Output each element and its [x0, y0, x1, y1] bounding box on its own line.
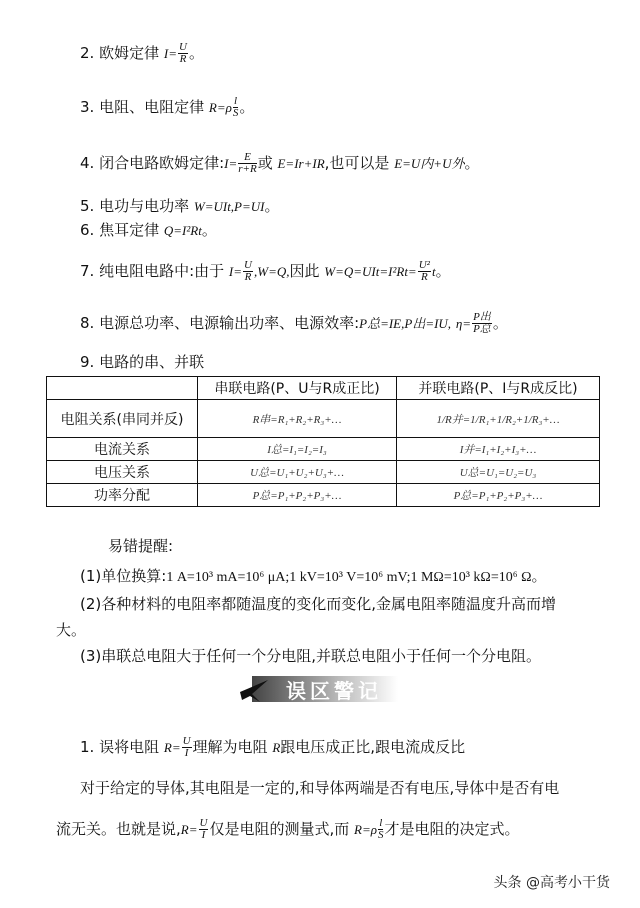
item-series-parallel: 9. 电路的串、并联: [80, 353, 205, 371]
resistance-fraction: $\frac{l}{S}$: [232, 95, 239, 119]
ohm-fraction: $\frac{U}{R}$: [178, 41, 187, 65]
item-ohm-law: 2. 欧姆定律 I= $\frac{U}{R}$ 。: [80, 41, 204, 65]
tip-unit-conversion: (1)单位换算:1 A=10³ mA=10⁶ μA;1 kV=10³ V=10⁶ mV;1 MΩ=10³ kΩ=10⁶ Ω。: [80, 567, 547, 585]
closed-fraction: $\frac{E}{r+R}$: [238, 151, 257, 175]
circuit-table: [46, 376, 600, 507]
table-row: 电流关系 I总=I₁=I₂=I₃ I并=I₁+I₂+I₃+…: [47, 438, 600, 461]
resistance-label: 3. 电阻、电阻定律: [80, 98, 205, 116]
parallel-header: 并联电路(P、I与R成反比): [397, 377, 600, 400]
power-formula: W=UIt,P=UI: [193, 199, 265, 214]
plane-icon: [238, 674, 272, 704]
banner-title: 误区警记: [286, 679, 382, 703]
series-header: 串联电路(P、U与R成正比): [198, 377, 397, 400]
resistance-formula: R=ρ: [208, 100, 232, 115]
item-pure-resistance: 7. 纯电阻电路中:由于 I= $\frac{U}{R}$ ,W=Q,因此 W=Q=UIt=I²Rt= $\frac{\text{U²}}{R}$ t。: [80, 259, 451, 283]
misc-paragraph-b: 流无关。也就是说,R= $\frac{U}{I}$ 仅是电阻的测量式,而 R=ρ $\frac{l}{S}$ 才是电阻的决定式。: [56, 817, 520, 841]
tip-resistivity-b: 大。: [56, 621, 87, 639]
misc-paragraph-a: 对于给定的导体,其电阻是一定的,和导体两端是否有电压,导体中是否有电: [80, 779, 560, 797]
item-electric-power: 5. 电功与电功率 W=UIt,P=UI。: [80, 197, 280, 215]
tips-title: 易错提醒:: [108, 537, 174, 555]
table-header-row: [47, 377, 600, 400]
ohm-formula: I=: [163, 46, 177, 61]
misc-title: 1. 误将电阻 R= $\frac{U}{I}$ 理解为电阻 R跟电压成正比,跟电流成反比: [80, 735, 466, 759]
table-row: 电压关系 U总=U₁+U₂+U₃+… U总=U₁=U₂=U₃: [47, 461, 600, 484]
joule-formula: Q=I²Rt: [163, 223, 202, 238]
watermark: 头条 @高考小干货: [493, 875, 610, 891]
item-resistance-law: 3. 电阻、电阻定律 R=ρ $\frac{l}{S}$ 。: [80, 95, 255, 119]
item-closed-circuit: 4. 闭合电路欧姆定律:I= $\frac{E}{r+R}$ 或 E=Ir+IR,也可以是 E=U内+U外。: [80, 151, 480, 175]
item-joule-law: 6. 焦耳定律 Q=I²Rt。: [80, 221, 217, 239]
table-row: 功率分配 P总=P₁+P₂+P₃+… P总=P₁+P₂+P₃+…: [47, 484, 600, 507]
ohm-label: 2. 欧姆定律: [80, 44, 160, 62]
section-banner: [238, 672, 398, 706]
item-source-power: 8. 电源总功率、电源输出功率、电源效率:P总=IE,P出=IU, η= $\frac{\text{P出}}{\text{P总}}$ 。: [80, 311, 508, 335]
table-row: 电阻关系(串同并反) R串=R₁+R₂+R₃+… 1/R并=1/R₁+1/R₂+1/R₃+…: [47, 400, 600, 438]
closed-label: 4. 闭合电路欧姆定律:: [80, 154, 225, 172]
tip-series-parallel: (3)串联总电阻大于任何一个分电阻,并联总电阻小于任何一个分电阻。: [80, 647, 542, 665]
tip-resistivity-a: (2)各种材料的电阻率都随温度的变化而变化,金属电阻率随温度升高而增: [80, 595, 557, 613]
